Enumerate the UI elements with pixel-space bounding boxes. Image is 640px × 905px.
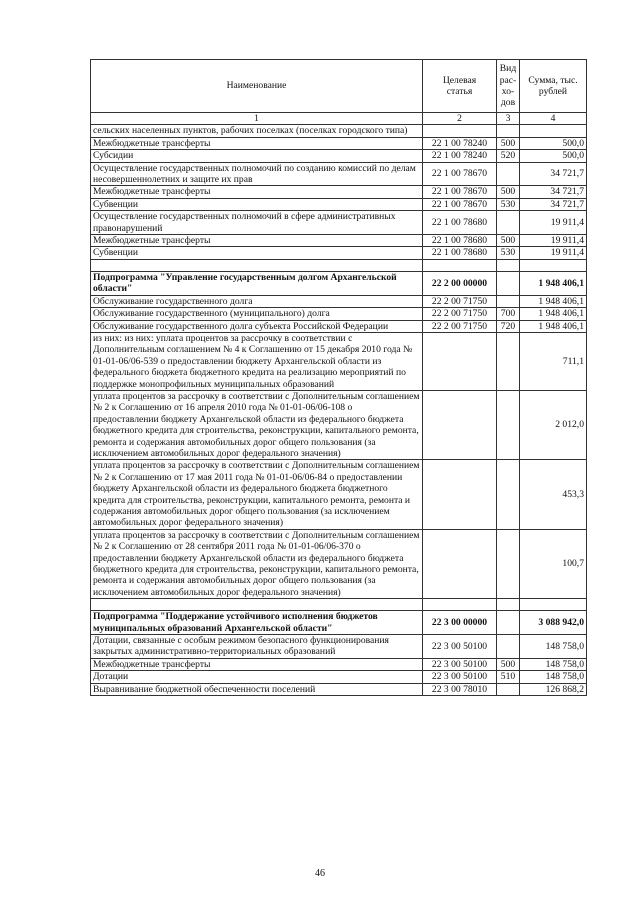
table-row — [91, 295, 587, 307]
header-name: Наименование — [91, 60, 423, 113]
row-target-code-cell: 22 3 00 78010 — [423, 683, 497, 695]
row-target-code-cell: 22 1 00 78670 — [423, 162, 497, 186]
row-target-code-cell: 22 1 00 78680 — [423, 235, 497, 247]
row-name-cell: Выравнивание бюджетной обеспеченности поселений — [91, 683, 423, 695]
row-target-code-cell — [423, 460, 497, 529]
row-target-code-cell: 22 2 00 71750 — [423, 320, 497, 332]
row-target-code-cell: 22 1 00 78680 — [423, 247, 497, 259]
row-name-cell: Субвенции — [91, 247, 423, 259]
table-row — [91, 211, 587, 235]
table-row — [91, 671, 587, 683]
row-sum-cell: 500,0 — [520, 150, 587, 162]
row-target-code-cell: 22 3 00 50100 — [423, 671, 497, 683]
row-sum-cell: 34 721,7 — [520, 162, 587, 186]
table-row — [91, 683, 587, 695]
table-row — [91, 235, 587, 247]
row-expense-type-cell — [497, 271, 520, 295]
row-sum-cell: 1 948 406,1 — [520, 271, 587, 295]
table-row — [91, 658, 587, 670]
table-row — [91, 390, 587, 459]
row-expense-type-cell — [497, 390, 520, 459]
row-target-code-cell: 22 1 00 78240 — [423, 137, 497, 149]
row-expense-type-cell: 530 — [497, 198, 520, 210]
row-target-code-cell: 22 2 00 00000 — [423, 271, 497, 295]
row-name-cell: Межбюджетные трансферты — [91, 658, 423, 670]
row-sum-cell: 500,0 — [520, 137, 587, 149]
row-expense-type-cell: 700 — [497, 308, 520, 320]
table-row — [91, 150, 587, 162]
row-target-code-cell: 22 3 00 00000 — [423, 611, 497, 635]
row-sum-cell: 19 911,4 — [520, 247, 587, 259]
row-name-cell: Подпрограмма "Поддержание устойчивого исполнения бюджетов муниципальных образований Архангельской области" — [91, 611, 423, 635]
row-sum-cell: 2 012,0 — [520, 390, 587, 459]
row-sum-cell: 19 911,4 — [520, 235, 587, 247]
row-expense-type-cell — [497, 683, 520, 695]
header-row — [91, 60, 587, 113]
row-sum-cell: 1 948 406,1 — [520, 320, 587, 332]
row-target-code-cell — [423, 529, 497, 598]
row-sum-cell: 148 758,0 — [520, 635, 587, 659]
row-target-code-cell: 22 2 00 71750 — [423, 308, 497, 320]
table-row — [91, 635, 587, 659]
page-number: 46 — [315, 868, 325, 879]
header-expense-type: Вид рас-хо-дов — [497, 60, 520, 113]
row-name-cell: Осуществление государственных полномочий в сфере административных правонарушений — [91, 211, 423, 235]
row-expense-type-cell: 500 — [497, 658, 520, 670]
row-expense-type-cell — [497, 460, 520, 529]
row-name-cell: Обслуживание государственного (муниципального) долга — [91, 308, 423, 320]
row-target-code-cell — [423, 332, 497, 390]
row-target-code-cell — [423, 390, 497, 459]
row-expense-type-cell: 520 — [497, 150, 520, 162]
table-row — [91, 320, 587, 332]
row-target-code-cell: 22 3 00 50100 — [423, 658, 497, 670]
row-name-cell: Обслуживание государственного долга — [91, 295, 423, 307]
row-expense-type-cell: 500 — [497, 137, 520, 149]
row-name-cell — [91, 259, 423, 271]
row-expense-type-cell — [497, 599, 520, 611]
table-row — [91, 460, 587, 529]
table-row — [91, 332, 587, 390]
row-name-cell: Обслуживание государственного долга субъекта Российской Федерации — [91, 320, 423, 332]
column-number: 2 — [423, 113, 497, 125]
row-target-code-cell: 22 1 00 78670 — [423, 198, 497, 210]
spacer-row — [91, 259, 587, 271]
table-row — [91, 137, 587, 149]
table-row — [91, 529, 587, 598]
row-expense-type-cell — [497, 611, 520, 635]
row-target-code-cell: 22 1 00 78670 — [423, 186, 497, 198]
row-name-cell: Субвенции — [91, 198, 423, 210]
row-expense-type-cell: 720 — [497, 320, 520, 332]
row-sum-cell: 1 948 406,1 — [520, 295, 587, 307]
row-sum-cell: 148 758,0 — [520, 658, 587, 670]
row-target-code-cell: 22 3 00 50100 — [423, 635, 497, 659]
column-number: 4 — [520, 113, 587, 125]
row-name-cell: Дотации, связанные с особым режимом безопасного функционирования закрытых административно-территориальных образований — [91, 635, 423, 659]
column-number-row — [91, 113, 587, 125]
row-name-cell: Межбюджетные трансферты — [91, 137, 423, 149]
row-target-code-cell — [423, 125, 497, 137]
row-expense-type-cell — [497, 162, 520, 186]
row-name-cell: уплата процентов за рассрочку в соответствии с Дополнительным соглашением № 2 к Соглашению от 17 мая 2011 года № 01-01-06/06-84 о предоставлении бюджету Архангельской области из федерального бюджета бюджетного кредита для строительства, реконструкции, капитального ремонта, ремонта и содержания автомобильных дорог общего пользования (за исключением автомобильных дорог федерального значения) — [91, 460, 423, 529]
row-expense-type-cell: 500 — [497, 186, 520, 198]
row-name-cell: уплата процентов за рассрочку в соответствии с Дополнительным соглашением № 2 к Соглашению от 16 апреля 2010 года № 01-01-06/06-108 о предоставлении бюджету Архангельской области из федерального бюджета бюджетного кредита для строительства, реконструкции, капитального ремонта, ремонта и содержания автомобильных дорог общего пользования (за исключением автомобильных дорог федерального значения) — [91, 390, 423, 459]
row-expense-type-cell — [497, 125, 520, 137]
row-expense-type-cell — [497, 295, 520, 307]
row-name-cell: Межбюджетные трансферты — [91, 186, 423, 198]
row-sum-cell: 19 911,4 — [520, 211, 587, 235]
budget-table-body — [91, 60, 587, 696]
row-sum-cell — [520, 259, 587, 271]
row-sum-cell: 148 758,0 — [520, 671, 587, 683]
row-sum-cell: 3 088 942,0 — [520, 611, 587, 635]
row-expense-type-cell — [497, 211, 520, 235]
row-expense-type-cell: 530 — [497, 247, 520, 259]
budget-table — [90, 59, 587, 696]
subprogram-row — [91, 611, 587, 635]
spacer-row — [91, 599, 587, 611]
row-expense-type-cell: 500 — [497, 235, 520, 247]
row-expense-type-cell — [497, 259, 520, 271]
table-row — [91, 308, 587, 320]
row-expense-type-cell: 510 — [497, 671, 520, 683]
row-target-code-cell: 22 2 00 71750 — [423, 295, 497, 307]
table-row — [91, 247, 587, 259]
row-sum-cell: 34 721,7 — [520, 186, 587, 198]
row-expense-type-cell — [497, 529, 520, 598]
table-row — [91, 125, 587, 137]
row-expense-type-cell — [497, 332, 520, 390]
row-target-code-cell: 22 1 00 78680 — [423, 211, 497, 235]
row-sum-cell: 34 721,7 — [520, 198, 587, 210]
row-name-cell: уплата процентов за рассрочку в соответствии с Дополнительным соглашением № 2 к Соглашению от 28 сентября 2011 года № 01-01-06/06-370 о предоставлении бюджету Архангельской области из федерального бюджета бюджетного кредита для строительства, реконструкции, капитального ремонта, ремонта и содержания автомобильных дорог общего пользования (за исключением автомобильных дорог федерального значения) — [91, 529, 423, 598]
column-number: 1 — [91, 113, 423, 125]
row-target-code-cell — [423, 259, 497, 271]
table-row — [91, 186, 587, 198]
row-target-code-cell — [423, 599, 497, 611]
row-sum-cell: 1 948 406,1 — [520, 308, 587, 320]
subprogram-row — [91, 271, 587, 295]
row-target-code-cell: 22 1 00 78240 — [423, 150, 497, 162]
row-sum-cell — [520, 599, 587, 611]
row-name-cell: Межбюджетные трансферты — [91, 235, 423, 247]
row-sum-cell — [520, 125, 587, 137]
column-number: 3 — [497, 113, 520, 125]
header-sum: Сумма, тыс. рублей — [520, 60, 587, 113]
row-name-cell: Осуществление государственных полномочий по созданию комиссий по делам несовершеннолетних и защите их прав — [91, 162, 423, 186]
row-name-cell: из них: из них: уплата процентов за рассрочку в соответствии с Дополнительным соглашением № 4 к Соглашению от 15 декабря 2010 года № 01-01-06/06-539 о предоставлении бюджету Архангельской области из федерального бюджета бюджетного кредита на реализацию мероприятий по поддержке монопрофильных муниципальных образований — [91, 332, 423, 390]
row-name-cell: Субсидии — [91, 150, 423, 162]
row-name-cell — [91, 599, 423, 611]
row-sum-cell: 453,3 — [520, 460, 587, 529]
table-row — [91, 198, 587, 210]
row-name-cell: Дотации — [91, 671, 423, 683]
row-name-cell: Подпрограмма "Управление государственным долгом Архангельской области" — [91, 271, 423, 295]
row-sum-cell: 711,1 — [520, 332, 587, 390]
header-target: Целевая статья — [423, 60, 497, 113]
row-sum-cell: 100,7 — [520, 529, 587, 598]
row-name-cell: сельских населенных пунктов, рабочих поселках (поселках городского типа) — [91, 125, 423, 137]
table-row — [91, 162, 587, 186]
row-expense-type-cell — [497, 635, 520, 659]
row-sum-cell: 126 868,2 — [520, 683, 587, 695]
